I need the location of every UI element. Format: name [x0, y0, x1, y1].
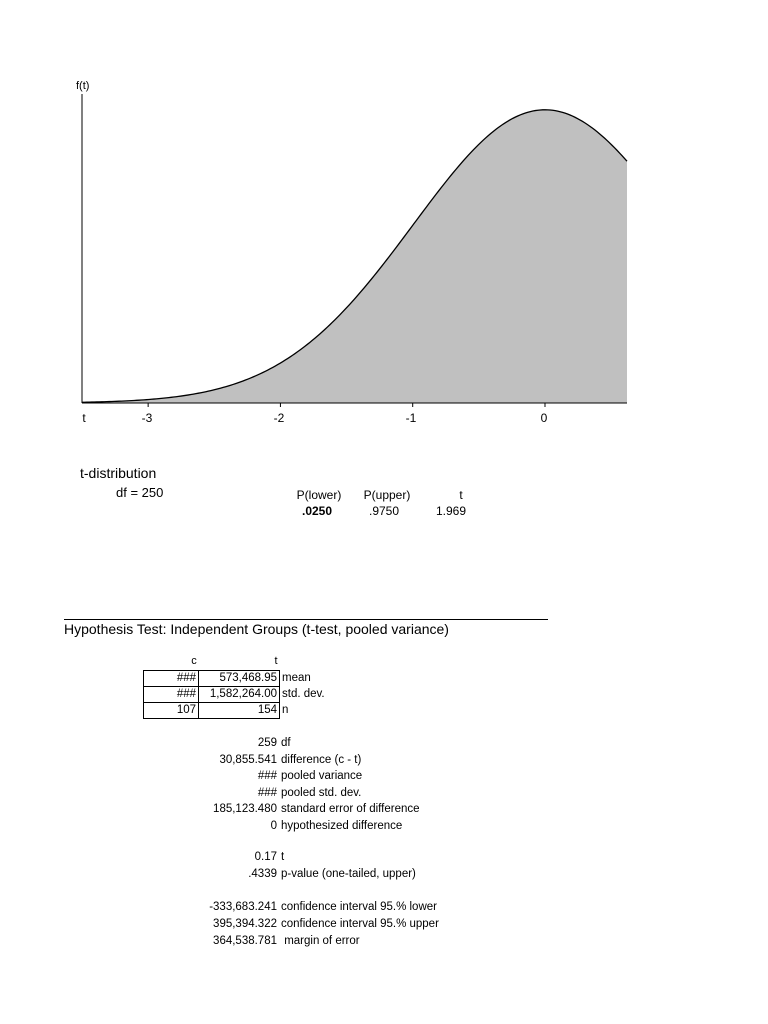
cell-t-std-dev[interactable]: 1,582,264.00: [199, 687, 280, 703]
x-axis-label: t: [82, 411, 86, 425]
result-label: t: [281, 851, 285, 863]
x-tick-marks: [148, 403, 545, 407]
t-header: t: [459, 488, 463, 502]
p-upper-value: .9750: [368, 504, 400, 518]
table-row: [144, 687, 328, 703]
result-label: pooled variance: [281, 770, 363, 782]
distribution-title: t-distribution: [80, 465, 157, 481]
x-tick-label: 0: [540, 411, 548, 425]
row-label-std-dev: std. dev.: [282, 688, 325, 700]
result-value: 30,855.541: [219, 754, 277, 766]
result-value: .4339: [248, 868, 277, 880]
y-axis-label: f(t): [76, 80, 90, 92]
p-lower-header: P(lower): [296, 488, 342, 502]
row-label-mean: mean: [282, 672, 311, 684]
result-label: standard error of difference: [281, 803, 420, 815]
x-tick-label: -2: [273, 411, 285, 425]
result-value: 364,538.781: [213, 935, 277, 947]
result-value: 0: [270, 820, 277, 832]
x-tick-label: -3: [141, 411, 153, 425]
result-value: ###: [257, 787, 277, 799]
result-value: 259: [257, 737, 277, 749]
hypothesis-test-title: Hypothesis Test: Independent Groups (t-test, pooled variance): [64, 621, 449, 637]
result-label: difference (c - t): [281, 754, 362, 766]
density-area: [82, 110, 627, 403]
t-distribution-chart: [0, 0, 768, 440]
column-header-t: t: [274, 655, 278, 667]
result-label: confidence interval 95.% upper: [281, 918, 439, 930]
cell-c-n[interactable]: 107: [144, 703, 199, 719]
section-divider: [64, 619, 548, 620]
cell-t-mean[interactable]: 573,468.95: [199, 671, 280, 687]
result-value: ###: [257, 770, 277, 782]
result-label: margin of error: [281, 935, 360, 947]
result-label: hypothesized difference: [281, 820, 403, 832]
result-label: p-value (one-tailed, upper): [281, 868, 416, 880]
result-value: 0.17: [254, 851, 277, 863]
result-label: pooled std. dev.: [281, 787, 362, 799]
column-header-c: c: [191, 655, 197, 667]
table-row: [144, 703, 328, 719]
cell-c-std-dev[interactable]: ###: [144, 687, 199, 703]
p-upper-header: P(upper): [363, 488, 411, 502]
input-table: [143, 670, 328, 719]
x-tick-label: -1: [405, 411, 417, 425]
cell-c-mean[interactable]: ###: [144, 671, 199, 687]
result-value: 395,394.322: [213, 918, 277, 930]
p-lower-value: .0250: [301, 504, 333, 518]
result-value: -333,683.241: [209, 901, 277, 913]
degrees-of-freedom-label: df = 250: [116, 485, 164, 500]
table-row: [144, 671, 328, 687]
result-label: df: [281, 737, 291, 749]
t-value: 1.969: [435, 504, 467, 518]
result-label: confidence interval 95.% lower: [281, 901, 437, 913]
row-label-n: n: [282, 704, 289, 716]
cell-t-n[interactable]: 154: [199, 703, 280, 719]
result-value: 185,123.480: [213, 803, 277, 815]
